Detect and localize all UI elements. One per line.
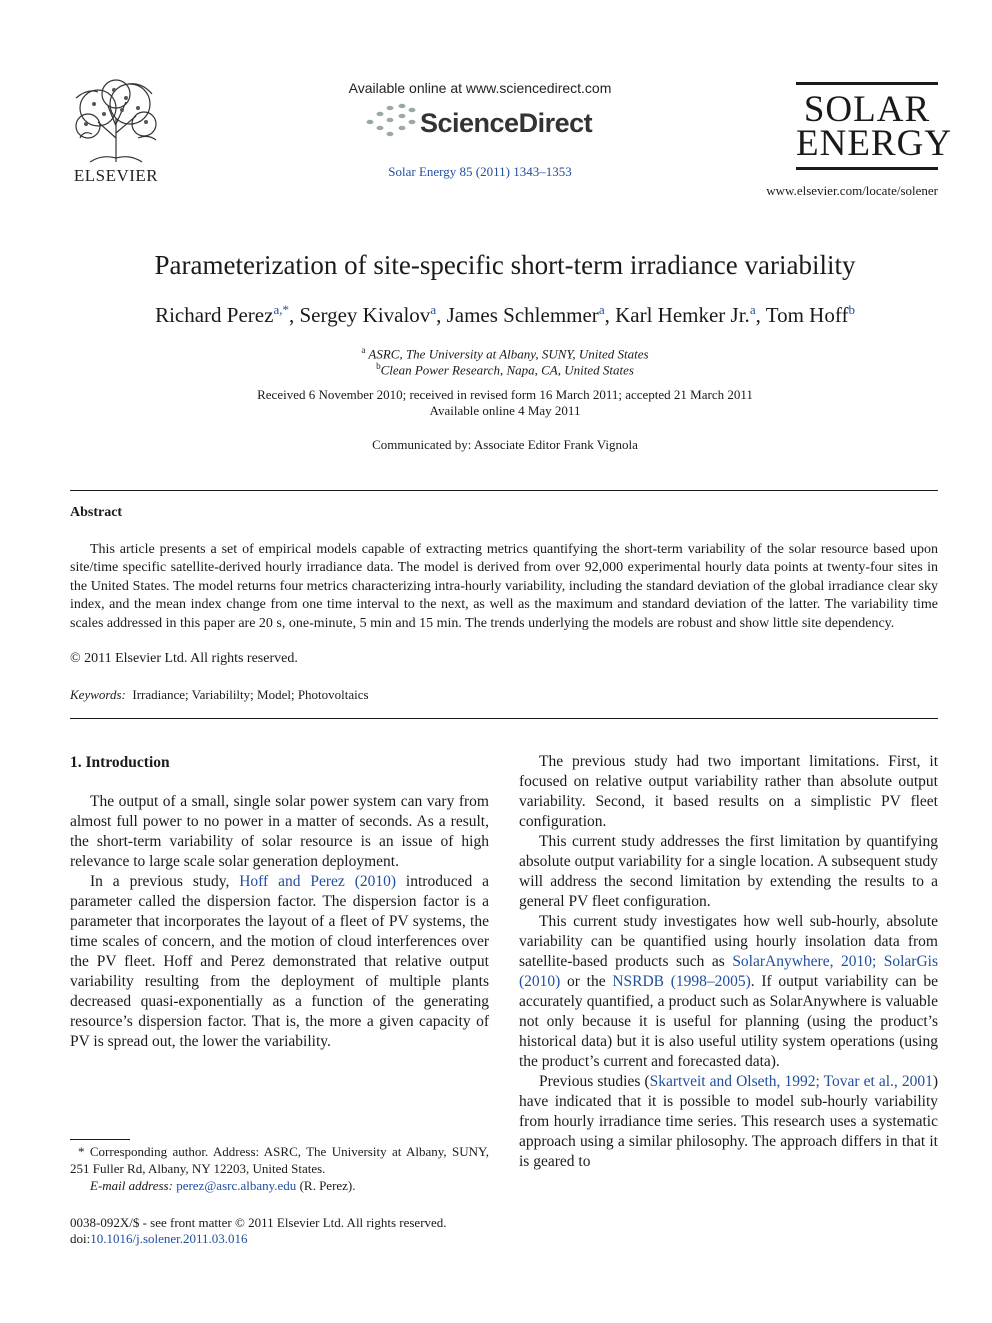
doi-line (70, 1231, 248, 1247)
email-link[interactable]: perez@asrc.albany.edu (176, 1177, 297, 1193)
paragraph (519, 912, 938, 1072)
front-matter-notice: 0038-092X/$ - see front matter © 2011 Elsevier Ltd. All rights reserved. (70, 1215, 447, 1230)
sciencedirect-dots-icon (362, 102, 418, 142)
left-column (70, 792, 489, 1052)
author-name: Richard Perez (155, 303, 274, 327)
solar-energy-logo (796, 82, 953, 170)
author-name: Karl Hemker Jr. (615, 303, 750, 327)
author-affiliation-mark[interactable]: a,* (273, 302, 289, 317)
journal-citation-link[interactable]: Solar Energy 85 (2011) 1343–1353 (388, 164, 572, 179)
author-list: Richard Perez$^{a,*}$, Sergey Kivalov$^a$, James Schlemmer$^a$, Karl Hemker Jr.$^a$, Tom Hoff$^b$ (155, 302, 855, 327)
paragraph: This current study addresses the first limitation by quantifying absolute output variability for a single location. A subsequent study will address the second limitation by extending the results to a general PV fleet configuration. (519, 833, 938, 910)
elsevier-tree-icon (68, 78, 164, 164)
section-heading: 1. Introduction (70, 754, 170, 771)
paragraph: The output of a small, single solar power system can vary from almost full power to no power in a matter of seconds. As a result, the short-term variability of solar resource is an issue of high relevance to large scale solar generation deployment. (70, 793, 489, 870)
author-affiliation-mark[interactable]: a (598, 302, 605, 317)
paragraph (70, 872, 489, 1052)
right-column (519, 752, 938, 1172)
article-title: Parameterization of site-specific short-term irradiance variability (154, 250, 856, 280)
footnote-text: Corresponding author. Address: ASRC, The University at Albany, SUNY, 251 Fuller Rd, Albany, NY 12203, United States. (70, 1144, 489, 1176)
email-label: E-mail address: (90, 1177, 173, 1193)
affiliation (60, 361, 950, 378)
abstract-heading: Abstract (70, 505, 123, 520)
paragraph-text: . If output variability can be accurately quantified, a product such as SolarAnywhere is valuable not only because it is useful for planning (using the product’s historical data) but it is also useful utility system operations (using the product’s current and forecasted data). (519, 973, 938, 1070)
citation-link[interactable]: SolarAnywhere, 2010; SolarGis (2010) (519, 953, 938, 990)
affiliation (60, 345, 950, 362)
communicated-by: Communicated by: Associate Editor Frank Vignola (372, 437, 638, 452)
paragraph-text: Previous studies ( (539, 1073, 650, 1090)
journal-logo-line2: ENERGY (796, 123, 953, 164)
paragraph-text: In a previous study, (90, 873, 240, 890)
paragraph-text: or the (560, 973, 613, 990)
author-name: James Schlemmer (446, 303, 599, 327)
keywords-label: Keywords: (70, 687, 126, 702)
citation-link[interactable]: Hoff and Perez (2010) (239, 873, 397, 890)
paragraph-text: introduced a parameter called the dispersion factor. The dispersion factor is a parameter that incorporates the layout of a fleet of PV systems, the time scales of concern, and the motion of cloud interferences over the PV fleet. Hoff and Perez demonstrated that relative output variability resulting from the deployment of multiple plants decreased quasi-exponentially as a function of the generating resource’s dispersion factor. That is, the more a given capacity of PV is spread out, the lower the variability. (70, 873, 489, 1050)
received-dates: Received 6 November 2010; received in revised form 16 March 2011; accepted 21 March 2011 (257, 387, 753, 402)
online-date: Available online 4 May 2011 (429, 403, 581, 418)
elsevier-wordmark: ELSEVIER (73, 166, 159, 185)
paragraph: The previous study had two important limitations. First, it focused on relative output variability rather than absolute output variability. Second, it based results on a simplistic PV fleet configuration. (519, 753, 938, 830)
journal-logo-line1: SOLAR (803, 89, 931, 130)
divider (70, 718, 938, 719)
affiliation-mark: b (376, 361, 381, 371)
copyright-notice: © 2011 Elsevier Ltd. All rights reserved. (70, 651, 298, 666)
elsevier-logo (68, 78, 164, 185)
affiliation-text: ASRC, The University at Albany, SUNY, United States (368, 346, 649, 362)
sciencedirect-logo[interactable] (362, 100, 602, 146)
available-online-text: Available online at www.sciencedirect.com (348, 80, 612, 96)
footnote-divider (70, 1139, 130, 1140)
footnote-mark: * (78, 1144, 85, 1159)
citation-link[interactable]: Skartveit and Olseth, 1992; Tovar et al., 2001 (649, 1073, 933, 1090)
author-affiliation-mark[interactable]: a (749, 302, 756, 317)
footnote (70, 1144, 489, 1194)
author-name: Sergey Kivalov (299, 303, 431, 327)
affiliation-text: Clean Power Research, Napa, CA, United States (380, 362, 634, 378)
sciencedirect-wordmark: ScienceDirect (420, 108, 593, 138)
keywords-list: Irradiance; Variabililty; Model; Photovoltaics (132, 687, 369, 702)
divider (70, 490, 938, 491)
journal-url[interactable]: www.elsevier.com/locate/solener (766, 183, 938, 198)
paragraph-text: ) have indicated that it is possible to model sub-hourly variability from hourly irradiance time series. This research uses a systematic approach using a similar philosophy. The approach differs in that it is geared to (519, 1073, 939, 1170)
email-owner: (R. Perez). (299, 1177, 356, 1193)
author-affiliation-mark[interactable]: b (848, 302, 855, 317)
paragraph-text: This current study investigates how well sub-hourly, absolute variability can be quantified using hourly insolation data from satellite-based products such as (519, 913, 938, 970)
doi-label: doi: (70, 1231, 91, 1246)
doi-link[interactable]: 10.1016/j.solener.2011.03.016 (90, 1231, 248, 1246)
abstract-text: This article presents a set of empirical models capable of extracting metrics quantifying the short-term variability of the solar resource based upon site/time specific satellite-derived hourly irradiance data. The model is derived from over 92,000 experimental hourly data points at twenty-four sites in the United States. The model returns four metrics characterizing intra-hourly variability, including the standard deviation of the global irradiance clear sky index, and the mean index change from one time interval to the next, as well as the maximum and standard deviation of the latter. The variability time scales addressed in this paper are 20 s, one-minute, 5 min and 15 min. The trends underlying the models are robust and show little site dependency. (70, 542, 938, 631)
affiliation-mark: a (361, 345, 366, 355)
author-affiliation-mark[interactable]: a (430, 302, 437, 317)
citation-link[interactable]: NSRDB (1998–2005) (612, 973, 751, 990)
keywords (70, 687, 369, 703)
author-name: Tom Hoff (765, 303, 849, 327)
paragraph (519, 1072, 938, 1172)
